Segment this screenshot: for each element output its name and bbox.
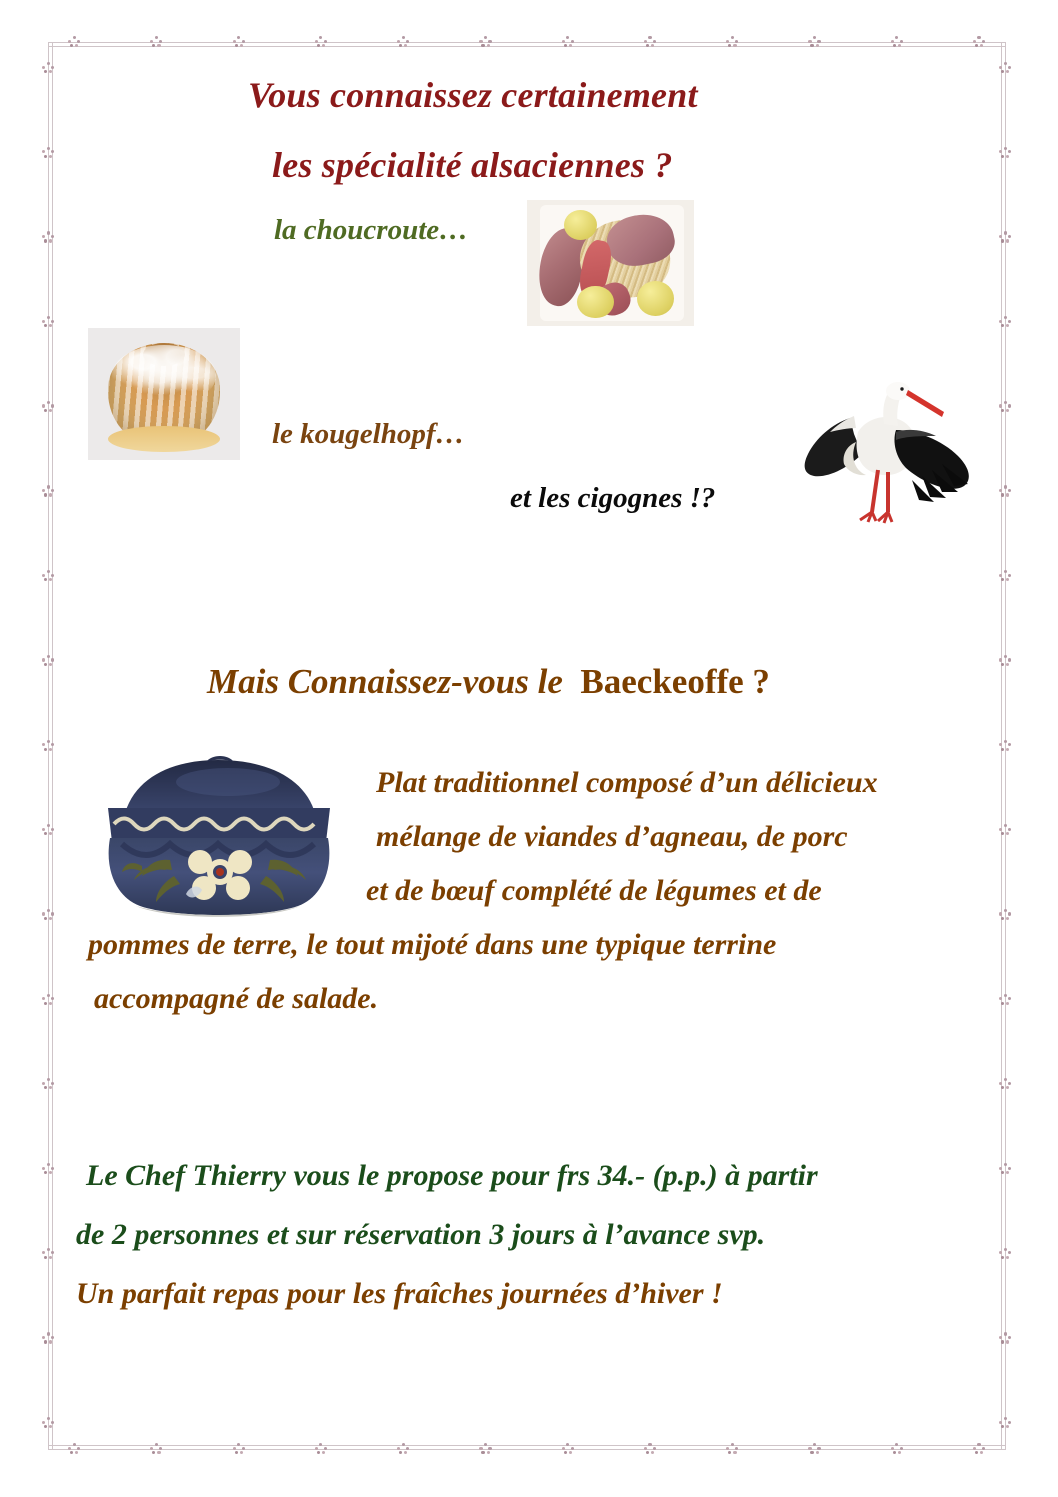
flower-icon bbox=[808, 1443, 821, 1456]
flower-icon bbox=[999, 1248, 1012, 1261]
flower-icon bbox=[42, 1417, 55, 1430]
flower-icon bbox=[999, 570, 1012, 583]
flower-icon bbox=[999, 147, 1012, 160]
flower-icon bbox=[315, 1443, 328, 1456]
flower-icon bbox=[150, 1443, 163, 1456]
border-line-top bbox=[48, 42, 1006, 43]
offer-line-1: Le Chef Thierry vous le propose pour frs 34.- (p.p.) à partir bbox=[86, 1159, 818, 1192]
flower-icon bbox=[397, 36, 410, 49]
flower-icon bbox=[999, 1078, 1012, 1091]
flower-icon bbox=[42, 147, 55, 160]
border-flowers-right bbox=[999, 62, 1012, 1430]
baeckeoffe-heading-upright: Baeckeoffe ? bbox=[571, 662, 770, 701]
flower-icon bbox=[562, 36, 575, 49]
flower-icon bbox=[42, 655, 55, 668]
choucroute-label: la choucroute… bbox=[274, 214, 469, 246]
kougelhopf-label: le kougelhopf… bbox=[272, 418, 465, 450]
flower-icon bbox=[150, 36, 163, 49]
flower-icon bbox=[726, 36, 739, 49]
flower-icon bbox=[42, 1248, 55, 1261]
flower-icon bbox=[999, 1163, 1012, 1176]
flower-icon bbox=[233, 36, 246, 49]
flower-icon bbox=[808, 36, 821, 49]
flower-icon bbox=[42, 1332, 55, 1345]
flower-icon bbox=[42, 740, 55, 753]
chef-offer-block bbox=[76, 1146, 996, 1323]
flower-icon bbox=[999, 231, 1012, 244]
flower-icon bbox=[42, 485, 55, 498]
flower-icon bbox=[42, 1163, 55, 1176]
icing-sugar-dusting bbox=[112, 345, 215, 406]
flower-icon bbox=[973, 36, 986, 49]
flower-icon bbox=[42, 570, 55, 583]
flower-icon bbox=[397, 1443, 410, 1456]
flower-icon bbox=[42, 1078, 55, 1091]
kougelhopf-cake-photo bbox=[88, 328, 240, 460]
flower-icon bbox=[891, 36, 904, 49]
border-line-bottom bbox=[48, 1449, 1006, 1450]
stork-head bbox=[886, 382, 910, 400]
baeckeoffe-heading-italic: Mais Connaissez-vous le bbox=[207, 662, 572, 701]
baeckeoffe-heading bbox=[172, 622, 770, 742]
flower-icon bbox=[42, 401, 55, 414]
stork-beak bbox=[906, 390, 944, 417]
offer-line-2: de 2 personnes et sur réservation 3 jours à l’avance svp. bbox=[76, 1218, 766, 1251]
border-line-right-inner bbox=[1001, 42, 1002, 1450]
stork-bird-photo bbox=[792, 372, 1014, 530]
flower-icon bbox=[42, 909, 55, 922]
page-title-line-2: les spécialité alsaciennes ? bbox=[272, 145, 673, 185]
cigognes-label: et les cigognes !? bbox=[510, 482, 716, 514]
stork-foot-left bbox=[860, 512, 876, 522]
flower-icon bbox=[999, 740, 1012, 753]
flower-icon bbox=[726, 1443, 739, 1456]
flower-icon bbox=[42, 62, 55, 75]
flower-icon bbox=[68, 36, 81, 49]
flower-icon bbox=[999, 655, 1012, 668]
flower-icon bbox=[562, 1443, 575, 1456]
potato-shape bbox=[637, 281, 674, 316]
stork-foot-right bbox=[878, 512, 892, 523]
flower-icon bbox=[999, 1417, 1012, 1430]
description-line-3: et de bœuf complété de légumes et de bbox=[366, 874, 822, 907]
border-flowers-top bbox=[68, 36, 986, 49]
cake-base-shape bbox=[108, 426, 220, 452]
border-line-top-inner bbox=[48, 46, 1006, 47]
border-line-left-inner bbox=[52, 42, 53, 1450]
flower-icon bbox=[233, 1443, 246, 1456]
description-line-5: accompagné de salade. bbox=[94, 982, 379, 1015]
page-title-line-1: Vous connaissez certainement bbox=[248, 75, 698, 115]
flower-icon bbox=[42, 994, 55, 1007]
border-line-left bbox=[48, 42, 49, 1450]
flower-icon bbox=[42, 316, 55, 329]
flower-icon bbox=[973, 1443, 986, 1456]
flower-icon bbox=[68, 1443, 81, 1456]
flower-icon bbox=[891, 1443, 904, 1456]
flower-icon bbox=[999, 824, 1012, 837]
description-line-1: Plat traditionnel composé d’un délicieux bbox=[376, 766, 878, 799]
flower-icon bbox=[999, 1332, 1012, 1345]
flower-icon bbox=[999, 316, 1012, 329]
description-line-2: mélange de viandes d’agneau, de porc bbox=[376, 820, 848, 853]
border-flowers-bottom bbox=[68, 1443, 986, 1456]
border-line-bottom-inner bbox=[48, 1445, 1006, 1446]
flower-icon bbox=[999, 994, 1012, 1007]
flower-icon bbox=[315, 36, 328, 49]
baeckeoffe-description bbox=[88, 756, 988, 1026]
border-flowers-left bbox=[42, 62, 55, 1430]
flower-icon bbox=[999, 909, 1012, 922]
choucroute-plate-photo bbox=[527, 200, 694, 326]
border-line-right bbox=[1005, 42, 1006, 1450]
offer-line-3: Un parfait repas pour les fraîches journées d’hiver ! bbox=[76, 1277, 723, 1310]
flower-icon bbox=[644, 1443, 657, 1456]
flower-icon bbox=[42, 231, 55, 244]
flower-icon bbox=[999, 62, 1012, 75]
stork-eye bbox=[900, 387, 903, 390]
flower-icon bbox=[644, 36, 657, 49]
flower-icon bbox=[42, 824, 55, 837]
stork-leg-left bbox=[872, 470, 878, 512]
description-line-4: pommes de terre, le tout mijoté dans une typique terrine bbox=[88, 928, 777, 961]
potato-shape bbox=[577, 286, 614, 319]
flower-icon bbox=[479, 1443, 492, 1456]
flower-icon bbox=[479, 36, 492, 49]
